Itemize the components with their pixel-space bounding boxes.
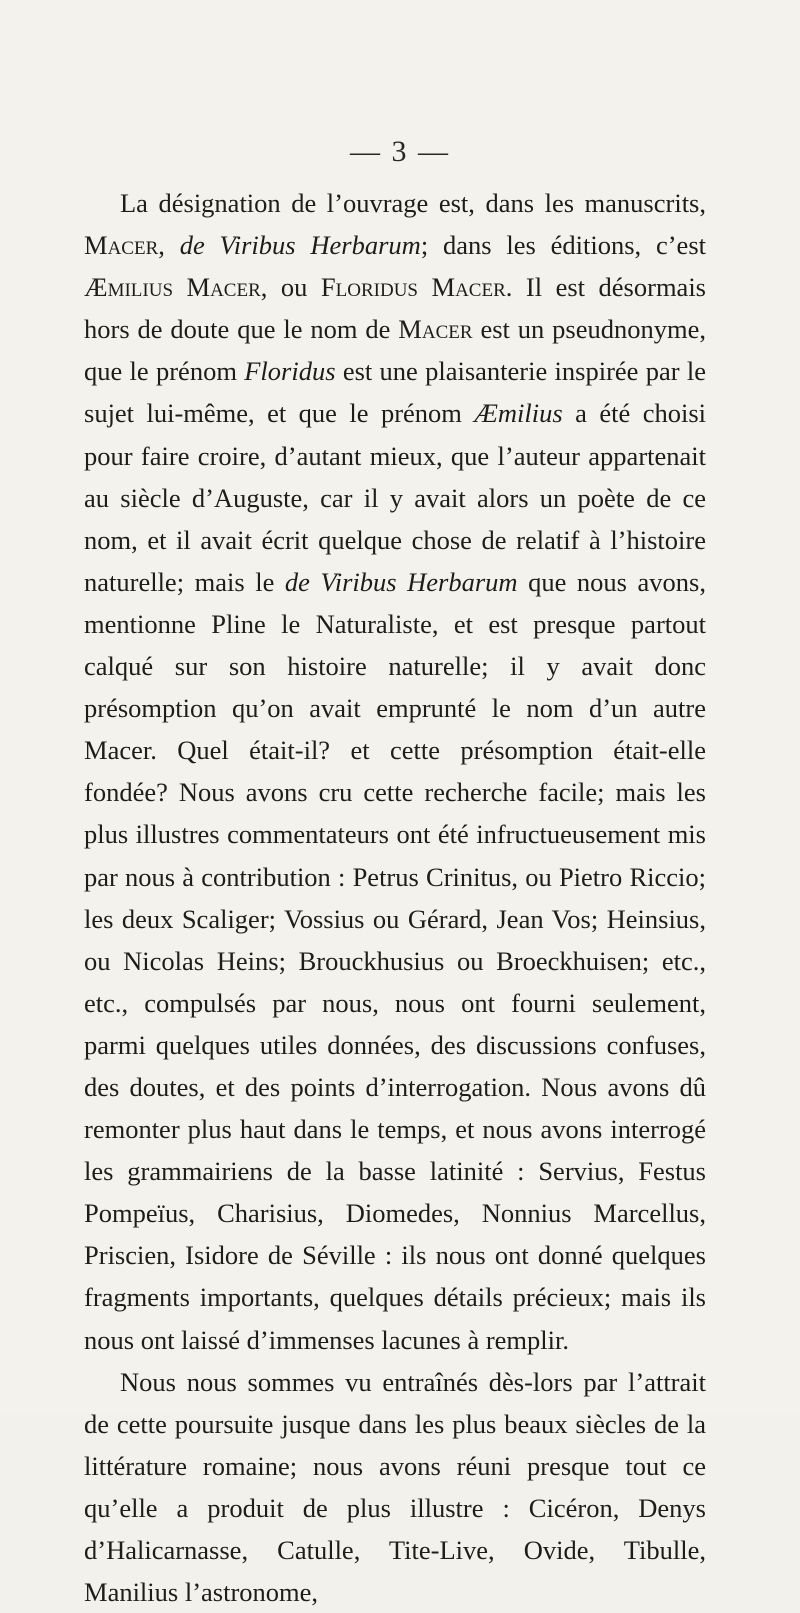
author-name: Floridus Macer	[320, 272, 506, 303]
latin-name: Æmilius	[474, 398, 563, 429]
text-segment: ,	[158, 230, 180, 261]
text-segment: La désignation de l’ouvrage est, dans les manuscrits,	[120, 188, 706, 218]
page-number: — 3 —	[350, 135, 450, 168]
author-name: Æmilius Macer	[84, 272, 261, 303]
paragraph-1	[84, 182, 706, 1361]
body-text	[84, 182, 706, 1613]
paragraph-2	[84, 1361, 706, 1613]
work-title: de Viribus Herbarum	[284, 566, 518, 597]
work-title: de Viribus Herbarum	[179, 230, 421, 261]
text-segment: ; dans les éditions, c’est	[420, 230, 706, 261]
latin-name: Floridus	[244, 356, 336, 387]
text-segment: est une plaisanterie inspirée par le sujet lui-même, et que le prénom	[84, 356, 706, 429]
text-segment: . Il est désormais hors de doute que le nom de	[84, 272, 706, 345]
author-name: Macer	[84, 230, 159, 261]
text-segment: , ou	[260, 272, 321, 303]
text-segment: a été choisi pour faire croire, d’autant mieux, que l’auteur appartenait au siècle d’Auguste, car il y avait alors un poète de ce nom, et il avait écrit quelque chose de relatif à l’histoire naturelle; mais le	[84, 398, 707, 597]
text-segment: Nous nous sommes vu entraînés dès-lors par l’attrait de cette poursuite jusque dans les plus beaux siècles de la littérature romaine; nous avons réuni presque tout ce qu’elle a produit de plus illustre : Cicéron, Denys d’Halicarnasse, Catulle, Tite-Live, Ovide, Tibulle, Manilius l’astronome,	[84, 1366, 706, 1608]
text-segment: que nous avons, mentionne Pline le Naturaliste, et est presque partout calqué sur son histoire naturelle; il y avait donc présomption qu’on avait emprunté le nom d’un autre Macer. Quel était-il? et cette présomption était-elle fondée? Nous avons cru cette recherche facile; mais les plus illustres commentateurs ont été infructueusement mis par nous à contribution : Petrus Crinitus, ou Pietro Riccio; les deux Scaliger; Vossius ou Gérard, Jean Vos; Heinsius, ou Nicolas Heins; Brouckhusius ou Broeckhuisen; etc., etc., compulsés par nous, nous ont fourni seulement, parmi quelques utiles données, des discussions confuses, des doutes, et des points d’interrogation. Nous avons dû remonter plus haut dans le temps, et nous avons interrogé les grammairiens de la basse latinité : Servius, Festus Pompeïus, Charisius, Diomedes, Nonnius Marcellus, Priscien, Isidore de Séville : ils nous ont donné quelques fragments importants, quelques détails précieux; mais ils nous ont laissé d’immenses lacunes à remplir.	[84, 566, 706, 1355]
author-name: Macer	[398, 314, 473, 345]
text-segment: est un pseudnonyme, que le prénom	[84, 314, 706, 387]
